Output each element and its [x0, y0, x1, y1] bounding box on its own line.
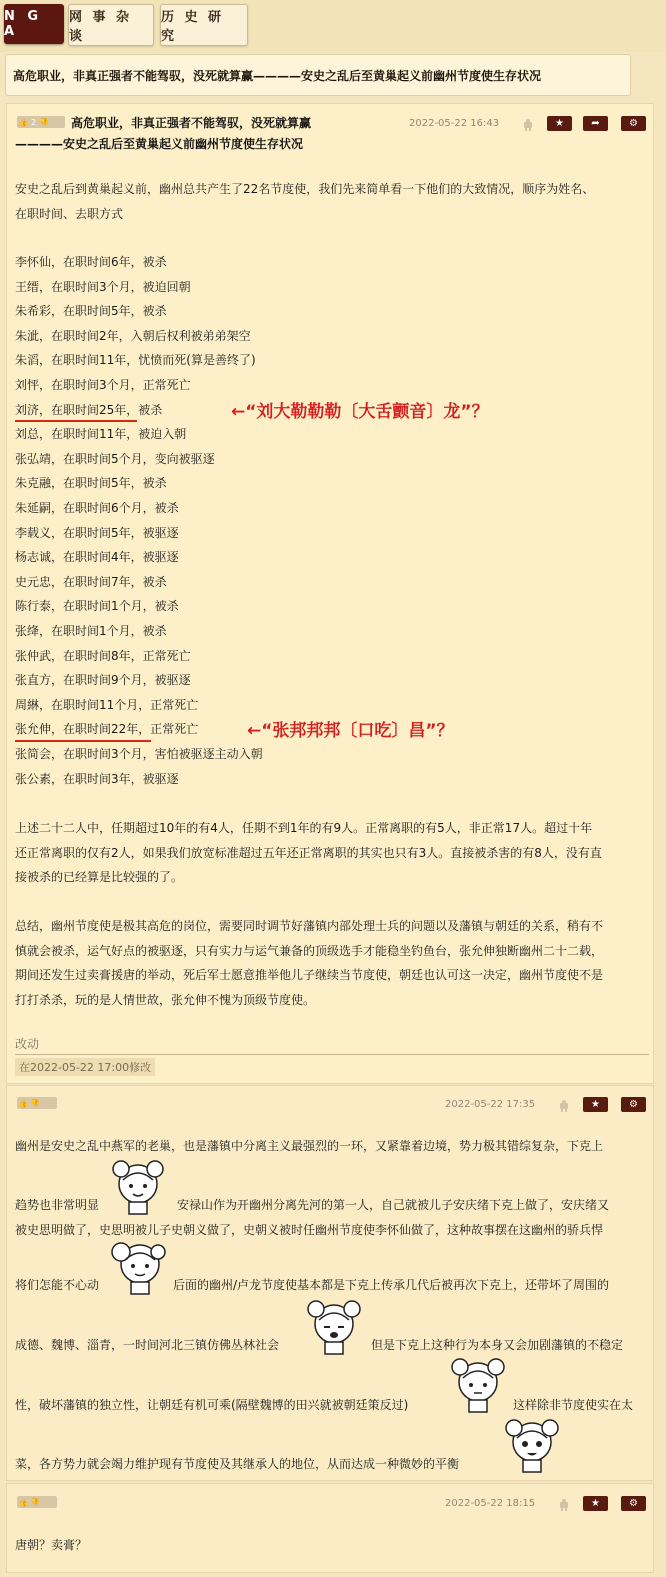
vote-widget[interactable]: [17, 116, 65, 128]
annotation-liuji: ←“刘大勒勒勒〔大舌颤音〕龙”？: [231, 402, 489, 422]
governor-list-item: 刘济，在职时间25年，被杀: [15, 402, 163, 417]
sticker-emoji-icon: [107, 1156, 169, 1216]
thumb-up-icon[interactable]: 👍: [18, 1098, 28, 1108]
governor-list-item: 张简会，在职时间3个月，害怕被驱逐主动入朝: [15, 747, 263, 761]
governor-list-item: 王缙，在职时间3个月，被迫回朝: [15, 279, 191, 294]
top-bar: [0, 0, 666, 52]
reply-line: 菜，各方势力就会竭力维护现有节度使及其继承人的地位，从而达成一种微妙的平衡: [15, 1457, 460, 1471]
underline-zhangyunshen: [15, 740, 151, 742]
annotation-zhangyunshen: ←“张邦邦邦〔口吃〕昌”？: [247, 721, 454, 741]
breadcrumb-tab-chat[interactable]: 网 事 杂 谈: [68, 4, 154, 46]
post-date: 2022-05-22 17:35: [445, 1099, 536, 1110]
star-button[interactable]: [583, 1097, 608, 1112]
governor-list-item: 史元忠，在职时间7年，被杀: [15, 574, 167, 589]
thumb-up-icon[interactable]: 👍: [18, 117, 28, 127]
governor-list-item: 朱希彩，在职时间5年，被杀: [15, 304, 167, 319]
sticker-emoji-icon: [501, 1414, 563, 1474]
share-icon: ➦: [591, 118, 600, 129]
governor-list-item: 李怀仙，在职时间6年，被杀: [15, 255, 167, 269]
reply-line: 幽州是安史之乱中燕军的老巢，也是藩镇中分离主义最强烈的一环，又紧靠着边境，势力极其错综复杂，下克上: [15, 1139, 604, 1153]
settings-button[interactable]: [621, 1097, 646, 1112]
intro-line-1: 安史之乱后到黄巢起义前，幽州总共产生了22名节度使，我们先来简单看一下他们的大致情况，顺序为姓名、: [15, 182, 595, 196]
share-button[interactable]: [583, 116, 608, 131]
star-icon: ★: [591, 1498, 600, 1509]
governor-list-item: 朱滔，在职时间11年，忧愤而死(算是善终了): [15, 353, 256, 368]
thread-title: 高危职业，非真正强者不能驾驭，没死就算赢————安史之乱后至黄巢起义前幽州节度使生存状况: [5, 54, 631, 96]
settings-button[interactable]: [621, 1496, 646, 1511]
vote-widget[interactable]: [17, 1097, 57, 1109]
governor-list-item: 张弘靖，在职时间5个月，变向被驱逐: [15, 451, 215, 466]
gear-icon: ⚙: [629, 118, 638, 129]
governor-list-item: 刘怦，在职时间3个月，正常死亡: [15, 378, 191, 392]
thumb-down-icon[interactable]: 👎: [30, 1497, 40, 1507]
reply-line: 被史思明做了，史思明被儿子史朝义做了，史朝义被时任幽州节度使李怀仙做了，这种故事摆在这幽州的骄兵悍: [15, 1223, 604, 1237]
underline-liuji: [15, 420, 137, 422]
android-icon: [559, 1499, 569, 1511]
conclusion-line: 打打杀杀，玩的是人情世故，张允伸不愧为顶级节度使。: [15, 992, 316, 1007]
reply-line: 但是下克上这种行为本身又会加剧藩镇的不稳定: [371, 1338, 624, 1352]
governor-list-item: 朱延嗣，在职时间6个月，被杀: [15, 501, 179, 515]
governor-list-item: 周綝，在职时间11个月，正常死亡: [15, 697, 199, 712]
sticker-emoji-icon: [447, 1354, 509, 1414]
thumb-up-icon[interactable]: 👍: [18, 1497, 28, 1507]
gear-icon: ⚙: [629, 1498, 638, 1509]
intro-line-2: 在职时间、去职方式: [15, 207, 124, 221]
edit-label: 改动: [15, 1037, 40, 1051]
star-icon: ★: [555, 118, 564, 129]
settings-button[interactable]: [621, 116, 646, 131]
android-icon: [559, 1100, 569, 1112]
breadcrumb-tab-history[interactable]: 历 史 研 究: [160, 4, 248, 46]
governor-list-item: 张公素，在职时间3年，被驱逐: [15, 771, 179, 786]
post-date: 2022-05-22 18:15: [445, 1498, 536, 1509]
nga-logo[interactable]: N G A: [4, 4, 64, 44]
sticker-emoji-icon: [107, 1236, 169, 1296]
vote-count: 2: [31, 117, 37, 127]
summary-line: 还正常离职的仅有2人，如果我们放宽标准超过五年还正常离职的其实也只有3人。直接被杀害的有8人，没有直: [15, 845, 602, 860]
reply-line: 后面的幽州/卢龙节度使基本都是下克上传承几代后被再次下克上，还带坏了周围的: [173, 1278, 610, 1292]
summary-line: 接被杀的已经算是比较强的了。: [15, 870, 184, 885]
star-button[interactable]: [547, 116, 572, 131]
conclusion-line: 期间还发生过卖膏援唐的举动，死后军士愿意推举他儿子继续当节度使，朝廷也认可这一决定，幽州节度使不是: [15, 968, 604, 983]
gear-icon: ⚙: [629, 1099, 638, 1110]
governor-list-item: 陈行泰，在职时间1个月，被杀: [15, 599, 179, 614]
governor-list-item: 朱泚，在职时间2年，入朝后权利被弟弟架空: [15, 328, 251, 343]
reply-line: 安禄山作为开幽州分离先河的第一人，自己就被儿子安庆绪下克上做了，安庆绪又: [177, 1198, 610, 1212]
star-icon: ★: [591, 1099, 600, 1110]
reply-line: 成德、魏博、淄青，一时间河北三镇仿佛丛林社会: [15, 1338, 280, 1352]
star-button[interactable]: [583, 1496, 608, 1511]
governor-list-item: 张绛，在职时间1个月，被杀: [15, 624, 167, 638]
reply-line: 这样除非节度使实在太: [513, 1398, 634, 1412]
governor-list-item: 杨志诚，在职时间4年，被驱逐: [15, 550, 179, 565]
reply-line: 将们怎能不心动: [15, 1278, 100, 1292]
conclusion-line: 慎就会被杀，运气好点的被驱逐，只有实力与运气兼备的顶级选手才能稳坐钓鱼台，张允伸独断幽州二十二载，: [15, 943, 604, 958]
governor-list-item: 张直方，在职时间9个月，被驱逐: [15, 673, 191, 688]
reply-post-1: [6, 1085, 654, 1481]
reply-text: 唐朝？卖膏？: [15, 1538, 88, 1552]
post-title-continued: ————安史之乱后至黄巢起义前幽州节度使生存状况: [15, 137, 304, 151]
edit-note: 在2022-05-22 17:00修改: [15, 1058, 155, 1076]
sticker-emoji-icon: [303, 1296, 365, 1356]
governor-list-item: 张允伸，在职时间22年，正常死亡: [15, 722, 199, 737]
conclusion-line: 总结，幽州节度使是极其高危的岗位，需要同时调节好藩镇内部处理士兵的问题以及藩镇与朝廷的关系，稍有不: [15, 919, 604, 933]
reply-post-2: [6, 1483, 654, 1573]
governor-list-item: 朱克融，在职时间5年，被杀: [15, 476, 167, 491]
reply-line: 性，破坏藩镇的独立性，让朝廷有机可乘(隔壁魏博的田兴就被朝廷策反过): [15, 1398, 409, 1412]
post-date: 2022-05-22 16:43: [409, 118, 500, 129]
summary-line: 上述二十二人中，任期超过10年的有4人，任期不到1年的有9人。正常离职的有5人，非正常17人。超过十年: [15, 821, 593, 835]
reply-line: 趋势也非常明显: [15, 1198, 100, 1212]
vote-widget[interactable]: [17, 1496, 57, 1508]
governor-list-item: 张仲武，在职时间8年，正常死亡: [15, 648, 191, 663]
thumb-down-icon[interactable]: 👎: [39, 117, 50, 127]
edit-divider: [15, 1054, 649, 1055]
android-icon: [523, 119, 533, 131]
post-main: [6, 103, 654, 1084]
governor-list-item: 李载义，在职时间5年，被驱逐: [15, 525, 179, 540]
post-title: 高危职业，非真正强者不能驾驭，没死就算赢: [71, 116, 312, 130]
thumb-down-icon[interactable]: 👎: [30, 1098, 40, 1108]
governor-list-item: 刘总，在职时间11年，被迫入朝: [15, 427, 187, 442]
